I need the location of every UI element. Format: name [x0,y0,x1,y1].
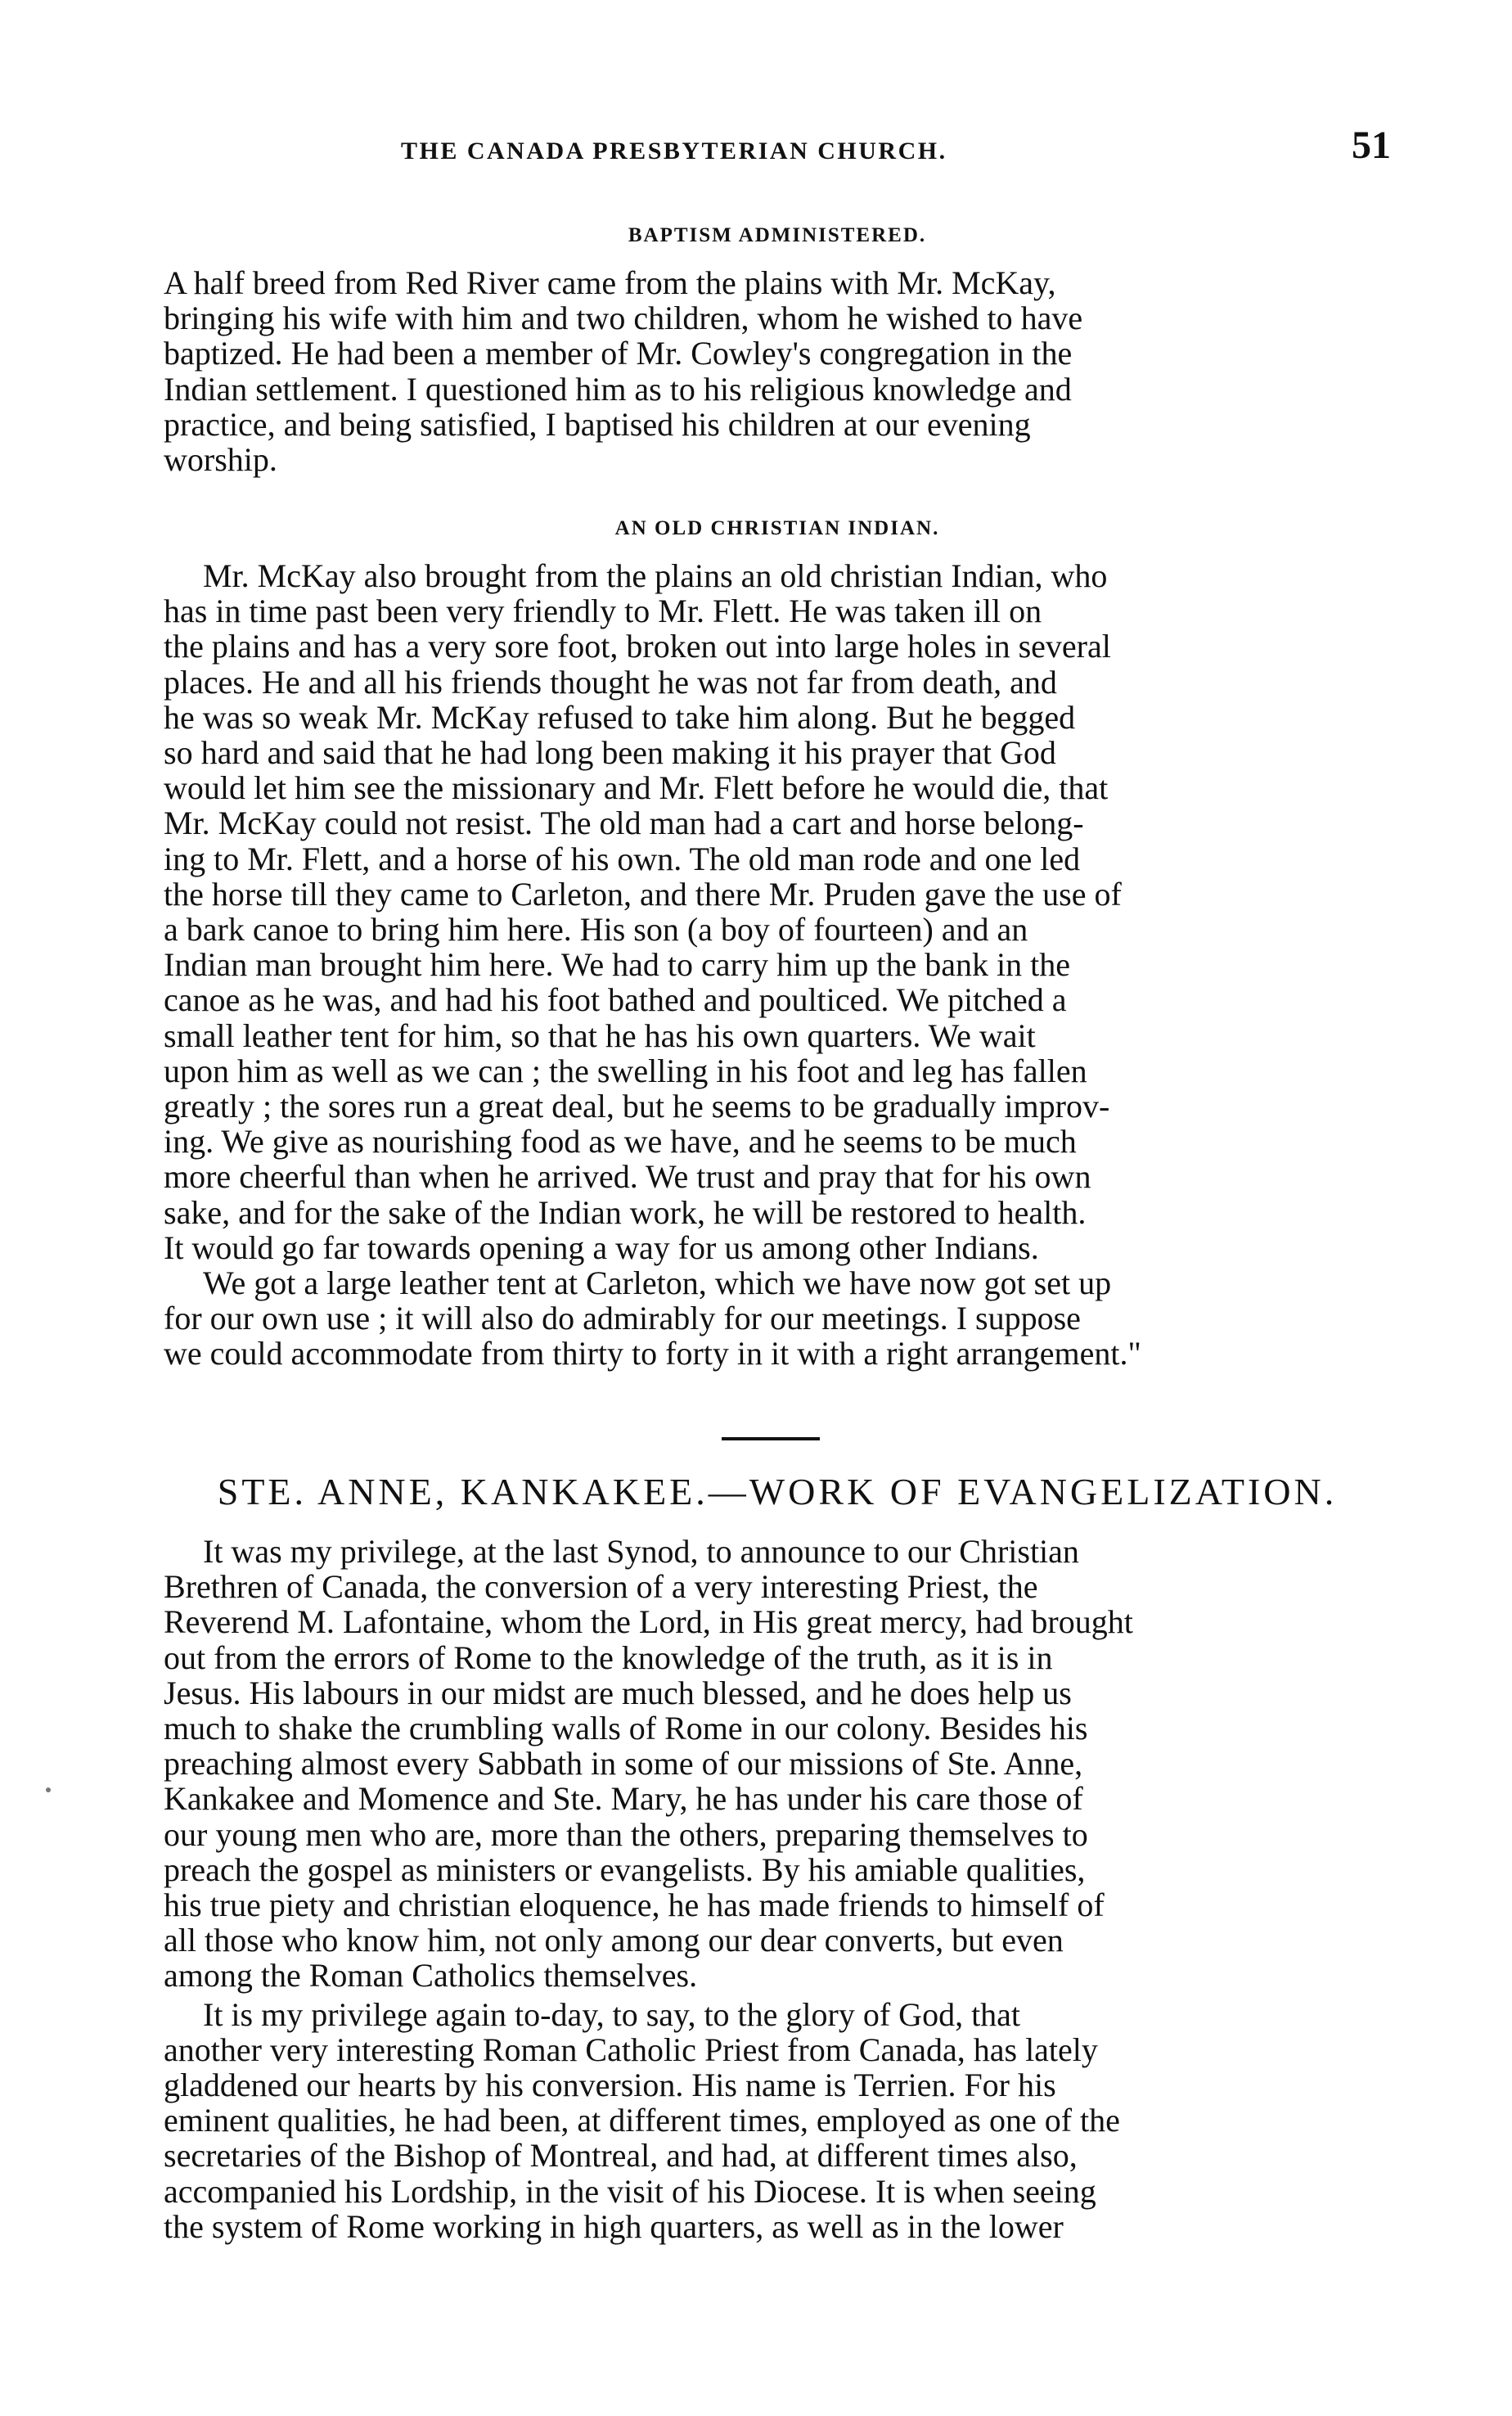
section-christian-indian [164,517,1391,1372]
subheading-christian-indian: AN OLD CHRISTIAN INDIAN. [614,517,940,539]
running-head [164,123,1391,172]
paragraph-christian-indian-1: Mr. McKay also brought from the plains an old christian Indian, who has in time past been very friendly to Mr. Flett. He was taken ill on the plains and has a very sore foot, broken out into large holes in several places. He and all his friends thought he was not far from death, and he was so weak Mr. McKay refused to take him along. But he begged so hard and said that he had long been making it his prayer that God would let him see the missionary and Mr. Flett before he would die, that Mr. McKay could not resist. The old man had a cart and horse belong- ing to Mr. Flett, and a horse of his own. The old man rode and one led the horse till they came to Carleton, and there Mr. Pruden gave the use of a bark canoe to bring him here. His son (a boy of fourteen) and an Indian man brought him here. We had to carry him up the bank in the canoe as he was, and had his foot bathed and poulticed. We pitched a small leather tent for him, so that he has his own quarters. We wait upon him as well as we can ; the swelling in his foot and leg has fallen greatly ; the sores run a great deal, but he seems to be gradually improv- ing. We give as nourishing food as we have, and he seems to be much more cheerful than when he arrived. We trust and pray that for his own sake, and for the sake of the Indian work, he will be restored to health. It would go far towards opening a way for us among other Indians. [164,557,1122,1266]
page-number: 51 [1352,124,1391,167]
section-baptism [164,224,1391,477]
section-title-ste-anne: STE. ANNE, KANKAKEE.—WORK OF EVANGELIZATION. [217,1471,1338,1512]
paragraph-ste-anne-2: It is my privilege again to-day, to say, to the glory of God, that another very interesting Roman Catholic Priest from Canada, has lately gladdened our hearts by his conversion. His name is Terrien. For his eminent qualities, he had been, at different times, employed as one of the secretaries of the Bishop of Montreal, and had, at different times also, accompanied his Lordship, in the visit of his Diocese. It is when seeing the system of Rome working in high quarters, as well as in the lower [164,1995,1120,2245]
section-ste-anne [164,1534,1391,2244]
subheading-baptism: BAPTISM ADMINISTERED. [628,224,927,246]
running-title: THE CANADA PRESBYTERIAN CHURCH. [401,137,947,165]
margin-mark [46,1787,51,1792]
section-divider [722,1437,820,1440]
paragraph-christian-indian-2: We got a large leather tent at Carleton, which we have now got set up for our own use ; it will also do admirably for our meetings. I suppose we could accommodate from thirty to forty in it with a right arrangement." [164,1264,1141,1373]
paragraph-ste-anne-1: It was my privilege, at the last Synod, to announce to our Christian Brethren of Canada, the conversion of a very interesting Priest, the Reverend M. Lafontaine, whom the Lord, in His great mercy, had brought out from the errors of Rome to the knowledge of the truth, as it is in Jesus. His labours in our midst are much blessed, and he does help us much to shake the crumbling walls of Rome in our colony. Besides his preaching almost every Sabbath in some of our missions of Ste. Anne, Kankakee and Momence and Ste. Mary, he has under his care those of our young men who are, more than the others, preparing themselves to preach the gospel as ministers or evangelists. By his amiable qualities, his true piety and christian eloquence, he has made friends to himself of all those who know him, not only among our dear converts, but even among the Roman Catholics themselves. [164,1533,1133,1995]
paragraph-baptism: A half breed from Red River came from the plains with Mr. McKay, bringing his wife with him and two children, whom he wished to have baptized. He had been a member of Mr. Cowley's congregation in the Indian settlement. I questioned him as to his religious knowledge and practice, and being satisfied, I baptised his children at our evening worship. [164,264,1083,479]
